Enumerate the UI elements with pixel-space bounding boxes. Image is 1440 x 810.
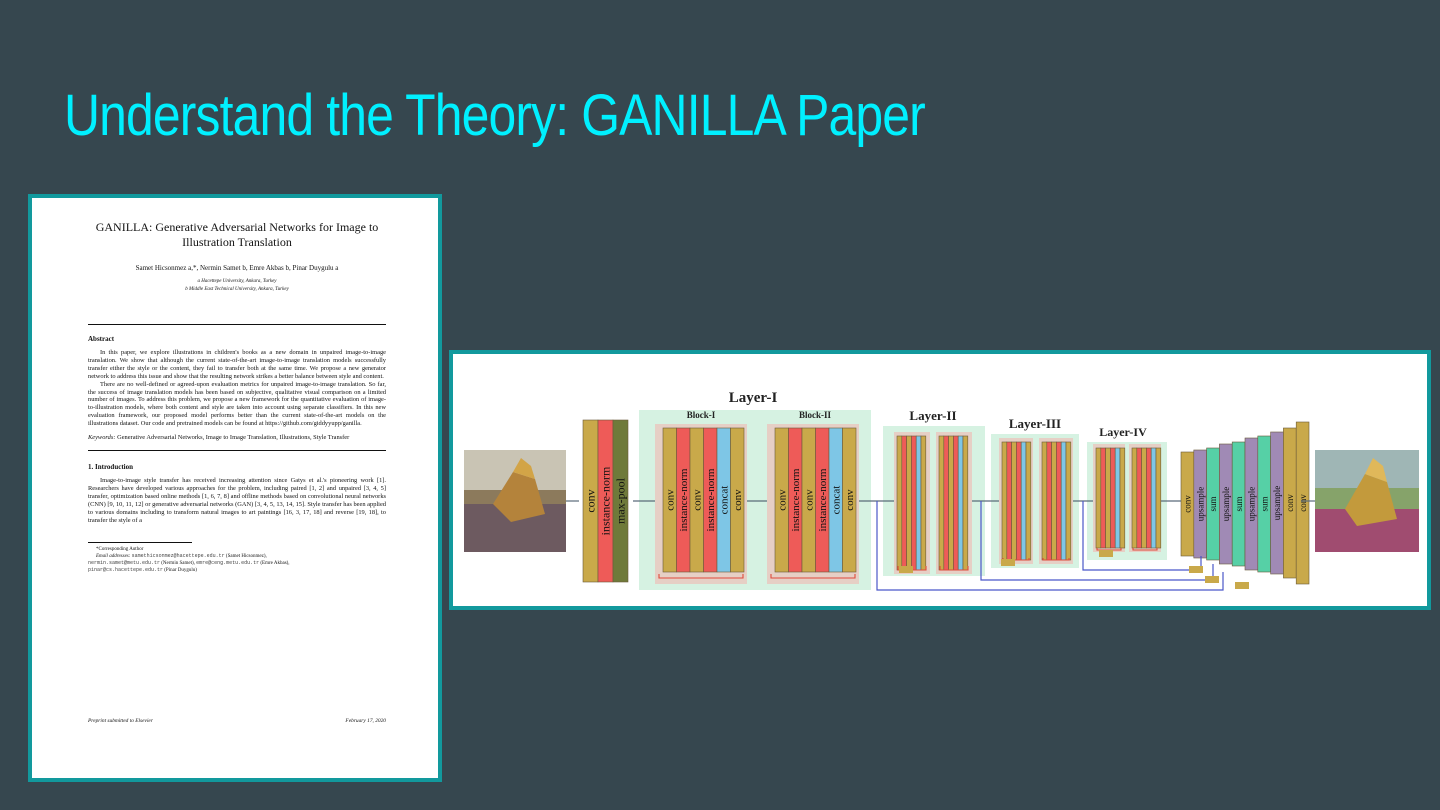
op-bar-instance-norm-22 [944,436,949,570]
abstract-paragraph-1: In this paper, we explore illustrations in children's books as a new domain in unpaired image-to-image translation. We show that although the current state-of-the-art image-to-image translation models successfully transfer either the style or the content, they fail to transfer both at the same time. We propose a new generator network to address this issue and show that the resulting network strikes a better balance between style and content. [88,349,386,380]
op-label-sum-57: sum [1259,496,1270,512]
op-bar-instance-norm-18 [911,436,916,570]
op-bar-conv-21 [939,436,944,570]
op-bar-instance-norm-42 [1110,448,1115,548]
op-label-concat-13: concat [830,485,843,515]
op-bar-instance-norm-34 [1047,442,1052,560]
block-1-label: Block-I [686,410,716,420]
input-image [464,450,566,552]
op-bar-conv-32 [1026,442,1031,560]
abstract-paragraph-2: There are no well-defined or agreed-upon evaluation metrics for unpaired image-to-image translation. So far, the success of image translation models has been based on subjective, qualitative visual comparison on a limited number of images. To address this problem, we propose a new framework for the quantitative evaluation of image-to-illustration models, where both content and style are taken into account using separate classifiers. In this new evaluation framework, our proposed model performs better than the current state-of-the-art models on the illustrations dataset. Our code and pretrained models can be found at https://github.com/giddyyupp/ganilla. [88,380,386,428]
paper-authors: Samet Hicsonmez a,*, Nermin Samet b, Emre Akbas b, Pinar Duygulu a [135,264,339,272]
op-label-instance-norm-6: instance-norm [705,468,718,532]
layer-1-label: Layer-I [728,390,778,406]
op-bar-concat-19 [916,436,921,570]
op-label-conv-0: conv [583,489,598,513]
op-label-instance-norm-10: instance-norm [790,468,803,532]
op-label-conv-8: conv [732,489,745,511]
op-bar-concat-37 [1061,442,1066,560]
op-bar-instance-norm-16 [902,436,907,570]
op-bar-conv-26 [963,436,968,570]
op-bar-conv-47 [1142,448,1147,548]
op-bar-conv-50 [1156,448,1161,548]
op-bar-conv-23 [949,436,954,570]
paper-title: GANILLA: Generative Adversarial Networks for Image to Illustration Translation [95,220,379,249]
op-label-sum-53: sum [1208,496,1219,512]
op-bar-conv-33 [1042,442,1047,560]
ganilla-architecture-diagram [449,350,1431,610]
block-2-label: Block-II [798,410,832,420]
op-bar-conv-20 [921,436,926,570]
op-label-conv-9: conv [776,489,789,511]
op-bar-concat-25 [958,436,963,570]
architecture-svg [453,354,1427,606]
op-label-conv-5: conv [691,489,704,511]
slide-title: Understand the Theory: GANILLA Paper [64,83,925,148]
output-image [1315,450,1419,552]
op-label-conv-59: conv [1284,494,1295,512]
op-label-conv-60: conv [1297,494,1308,512]
op-label-upsample-52: upsample [1195,486,1206,522]
op-bar-conv-15 [897,436,902,570]
op-bar-conv-44 [1120,448,1125,548]
op-bar-conv-41 [1106,448,1111,548]
introduction-paragraph: Image-to-image style transfer has received increasing attention since Gatys et al.'s pioneering work [1]. Researchers have developed various approaches for the problem, including paired [1, 2] and unpaired [3, 4, 5] transfer, optimization based online methods [1, 6, 7, 8] and offline methods based on convolutional neural networks (CNN) [9, 10, 11, 12] or generative adversarial networks (GAN) [3, 4, 5, 13, 14, 15]. Style transfer has been applied to various domains including to transform natural images to art paintings [16, 3, 17, 18] and reverse [19, 18], to transfer the style of a [88,476,386,524]
layer-3-label: Layer-III [1008,416,1062,431]
op-bar-instance-norm-30 [1016,442,1021,560]
abstract-heading: Abstract [88,335,115,343]
paper-keywords: Keywords: Generative Adversarial Networks, Image to Image Translation, Illustrations, Style Transfer [88,434,350,442]
op-label-upsample-58: upsample [1272,485,1283,521]
op-label-sum-55: sum [1233,496,1244,512]
op-bar-concat-31 [1021,442,1026,560]
op-bar-instance-norm-24 [953,436,958,570]
layer-2-label: Layer-II [909,408,957,423]
op-label-conv-51: conv [1182,495,1193,513]
op-bar-concat-49 [1151,448,1156,548]
op-label-instance-norm-4: instance-norm [678,468,691,532]
op-label-upsample-54: upsample [1220,486,1231,522]
op-label-conv-3: conv [664,489,677,511]
op-bar-conv-38 [1066,442,1071,560]
op-bar-conv-39 [1096,448,1101,548]
op-label-max-pool-2: max-pool [613,478,628,524]
paper-bottom-line: Preprint submitted to Elsevier February 17, 2020 [88,718,386,724]
op-bar-concat-43 [1115,448,1120,548]
op-label-instance-norm-12: instance-norm [817,468,830,532]
op-label-upsample-56: upsample [1246,486,1257,522]
op-bar-instance-norm-46 [1137,448,1142,548]
op-label-instance-norm-1: instance-norm [598,466,613,536]
introduction-heading: 1. Introduction [88,462,133,471]
op-bar-conv-27 [1002,442,1007,560]
paper-first-page [28,194,442,782]
op-bar-conv-17 [907,436,912,570]
op-label-concat-7: concat [718,485,731,515]
op-bar-instance-norm-28 [1007,442,1012,560]
op-bar-instance-norm-48 [1146,448,1151,548]
op-bar-conv-29 [1012,442,1017,560]
paper-footnote: *Corresponding Author Email addresses: samethicsonmez@hacettepe.edu.tr (Samet Hicsonmez), nermin.samet@metu.edu.tr (Nermin Samet), emre@ceng.metu.edu.tr (Emre Akbas), pinar@cs.hacettepe.edu.tr (Pinar Duygulu) [88,547,290,574]
op-label-conv-11: conv [803,489,816,511]
layer-4-label: Layer-IV [1099,425,1147,439]
op-label-conv-14: conv [844,489,857,511]
op-bar-instance-norm-36 [1056,442,1061,560]
paper-affiliations: a Hacettepe University, Ankara, Turkey b Middle East Technical University, Ankara, Turkey [185,279,289,292]
op-bar-conv-45 [1132,448,1137,548]
op-bar-conv-35 [1052,442,1057,560]
op-bar-instance-norm-40 [1101,448,1106,548]
